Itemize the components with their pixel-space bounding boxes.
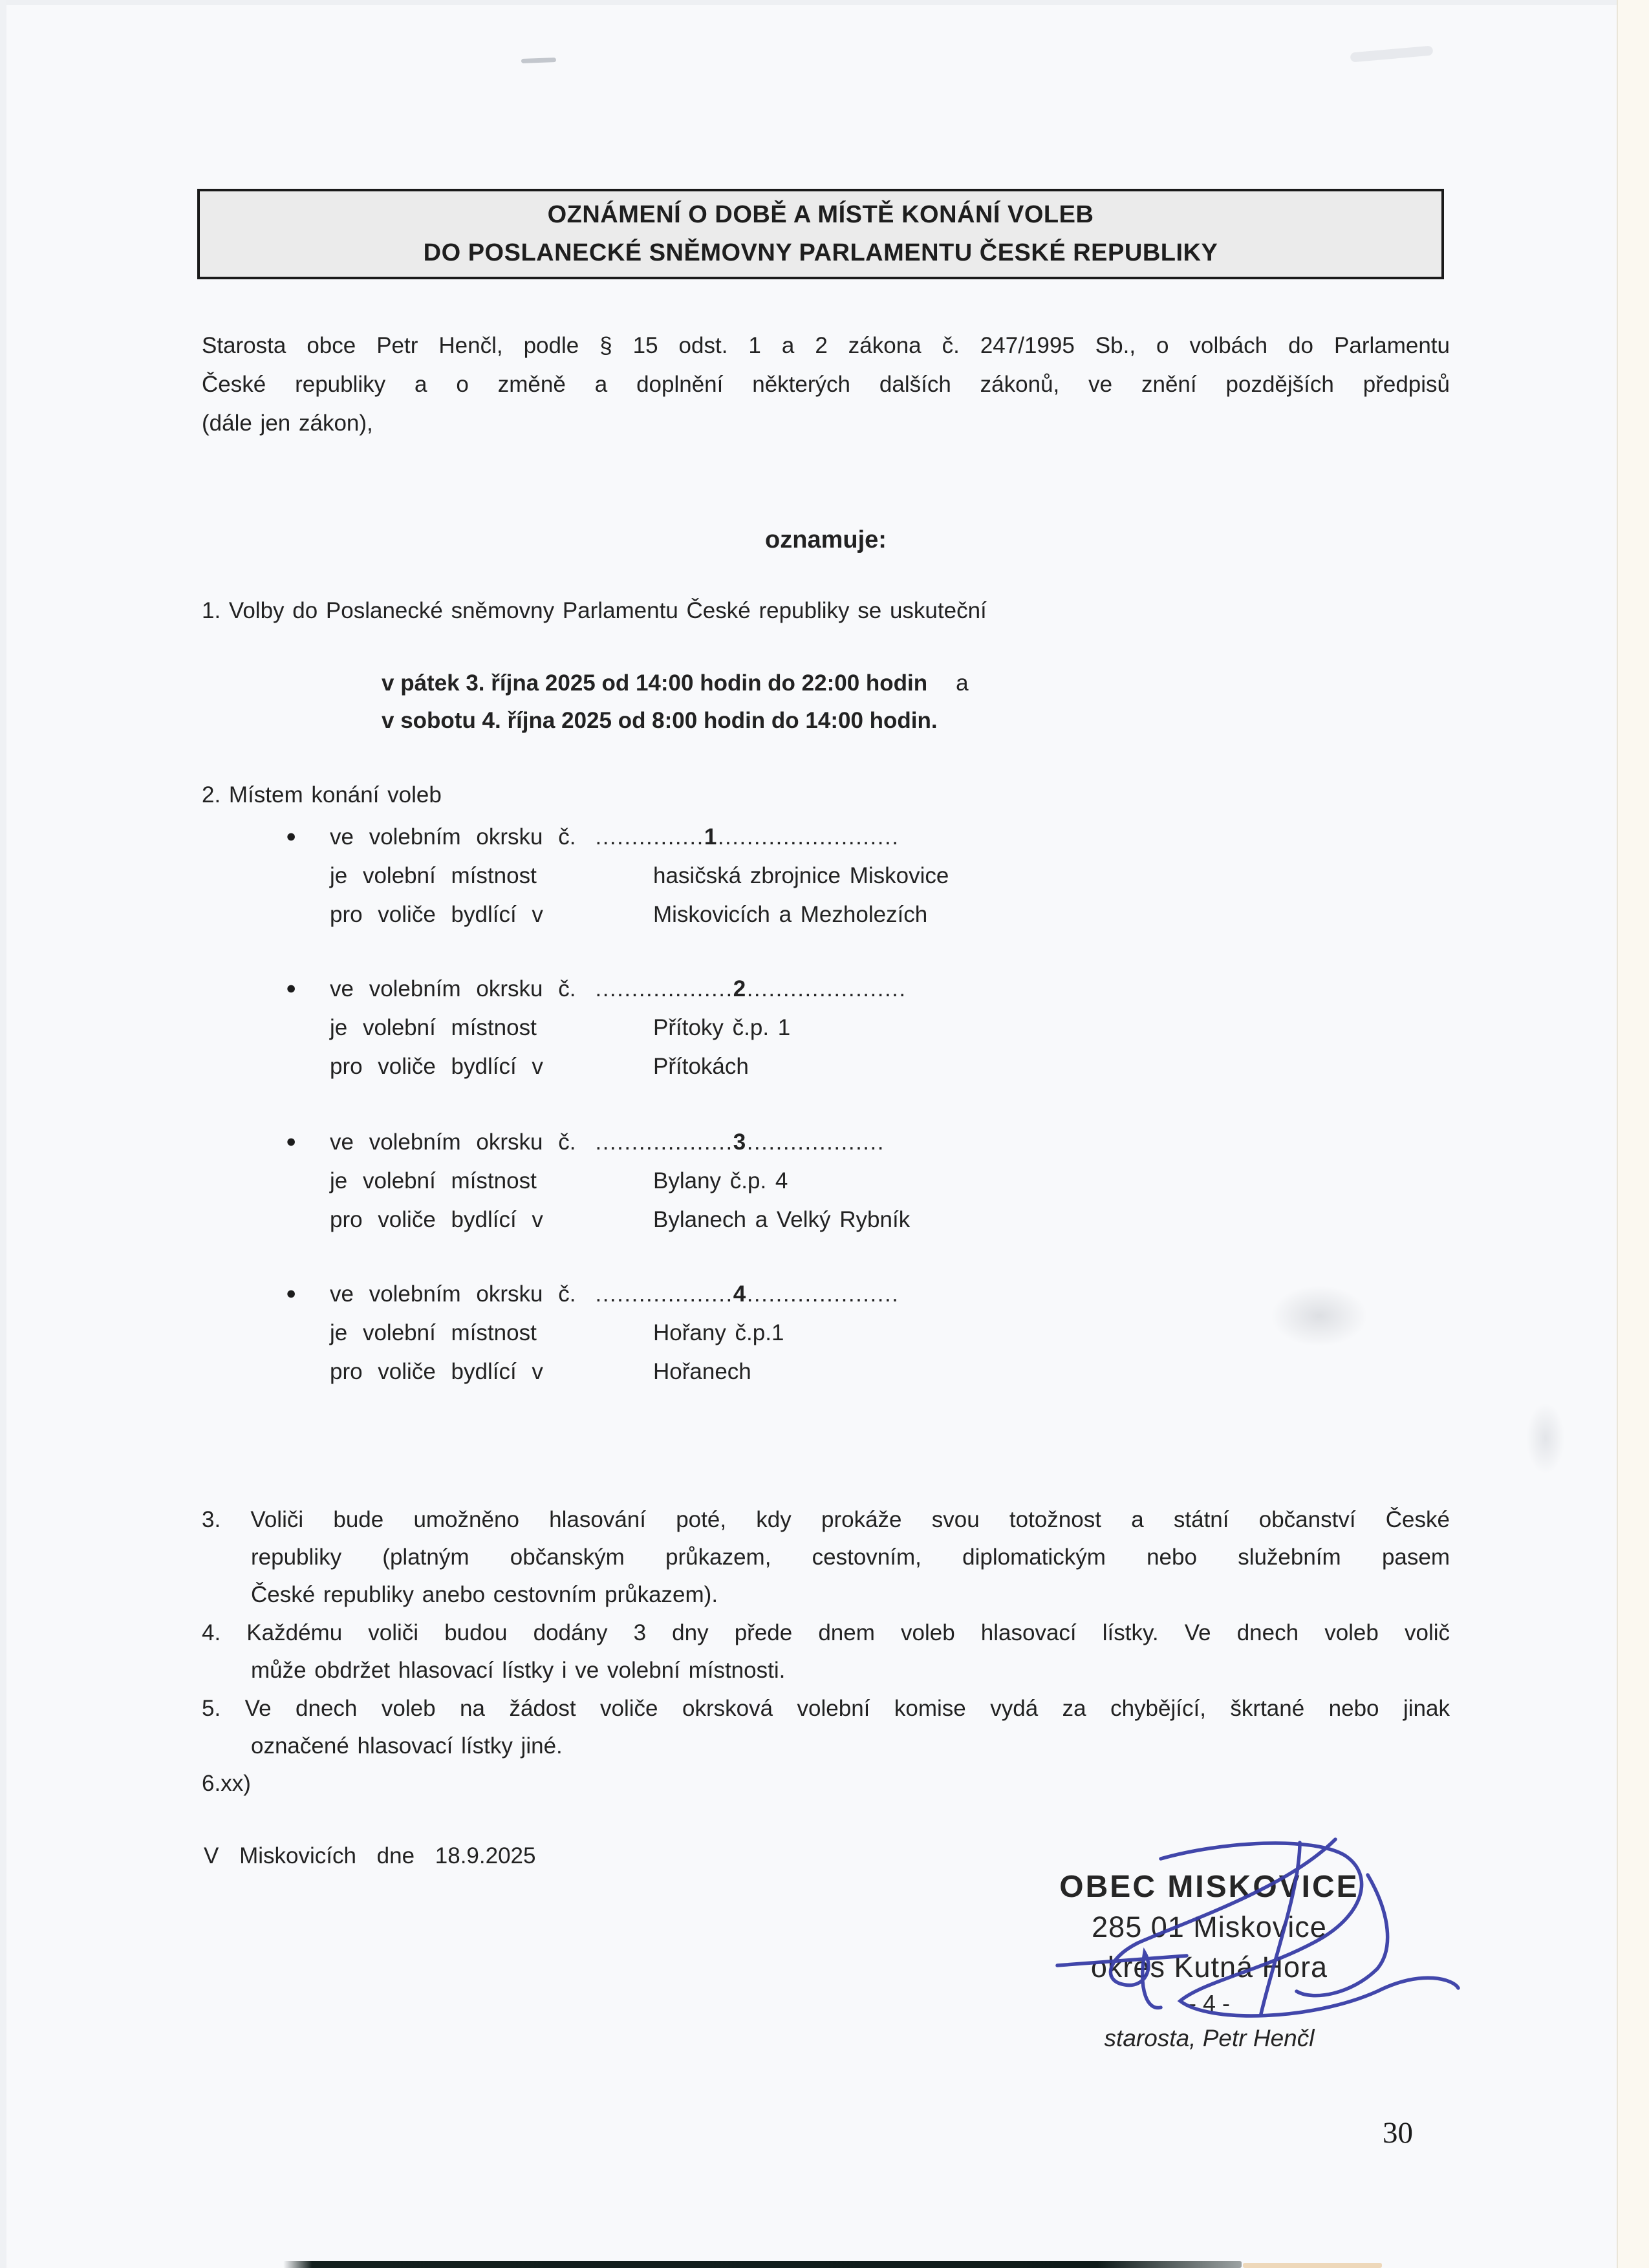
handwritten-signature	[1041, 1830, 1468, 2043]
voters-value: Hořanech	[653, 1359, 751, 1384]
voters-value: Miskovicích a Mezholezích	[653, 902, 928, 927]
voters-value: Bylanech a Velký Rybník	[653, 1207, 911, 1232]
district-voters-row	[330, 1201, 1455, 1239]
bullet-icon: ●	[286, 826, 297, 846]
voters-label: pro voliče bydlící v	[330, 902, 543, 927]
notice-title-line2: DO POSLANECKÉ SNĚMOVNY PARLAMENTU ČESKÉ REPUBLIKY	[423, 239, 1218, 266]
signature-scrawl-icon	[1041, 1830, 1468, 2043]
district-place-row	[330, 1009, 1455, 1047]
scan-bottom-artifact	[283, 2261, 1242, 2268]
dots-before: ...................	[595, 1129, 733, 1155]
bullet-icon: ●	[286, 1131, 297, 1151]
district-number-row	[330, 1275, 1455, 1314]
scan-smudge-dash	[521, 58, 556, 63]
district-label: ve volebním okrsku č.	[330, 976, 576, 1001]
stamp-number: - 4 -	[1188, 1990, 1230, 2017]
district-label: ve volebním okrsku č.	[330, 1129, 576, 1155]
scan-edge-left	[0, 0, 6, 2268]
place-value: Bylany č.p. 4	[653, 1168, 788, 1193]
place-value: Přítoky č.p. 1	[653, 1015, 791, 1040]
dotted-line	[595, 976, 906, 1001]
district-label: ve volebním okrsku č.	[330, 1281, 576, 1307]
item-line: 4. Každému voliči budou dodány 3 dny přede dnem voleb hlasovací lístky. Ve dnech voleb volič	[202, 1620, 1450, 1645]
bullet-icon: ●	[286, 978, 297, 998]
page-number: 30	[1383, 2116, 1413, 2150]
dots-before: ...................	[595, 1281, 733, 1307]
point-2: 2. Místem konání voleb	[202, 782, 442, 808]
district-number-row	[330, 818, 1455, 857]
intro-paragraph	[202, 326, 1450, 443]
item-line: republiky (platným občanským průkazem, cestovním, diplomatickým nebo služebním pasem	[251, 1545, 1450, 1570]
place-value: Hořany č.p.1	[653, 1320, 784, 1345]
scan-smudge-dash	[1350, 45, 1434, 62]
stamp-district: okres Kutná Hora	[1090, 1951, 1328, 1984]
place-label: je volební místnost	[330, 1168, 537, 1193]
voters-value: Přítokách	[653, 1054, 749, 1079]
signature-caption: starosta, Petr Henčl	[1104, 2025, 1315, 2051]
item-5	[202, 1690, 1450, 1765]
district-voters-row	[330, 1353, 1455, 1391]
dots-after: ...................	[746, 1129, 885, 1155]
district-number: 3	[733, 1129, 747, 1155]
polling-district-4	[286, 1275, 1455, 1391]
dots-after: ......................	[746, 976, 907, 1001]
polling-district-1	[286, 818, 1455, 934]
dots-after: .....................	[746, 1281, 900, 1307]
intro-line: (dále jen zákon),	[202, 411, 373, 436]
voters-label: pro voliče bydlící v	[330, 1359, 543, 1384]
notice-title-box	[197, 189, 1444, 279]
intro-line: České republiky a o změně a doplnění některých dalších zákonů, ve znění pozdějších předpisů	[202, 372, 1450, 397]
scan-bottom-artifact	[1243, 2263, 1382, 2268]
stamp-municipality: OBEC MISKOVICE	[1059, 1870, 1359, 1904]
dots-before: ...................	[595, 976, 733, 1001]
place-label: je volební místnost	[330, 1015, 537, 1040]
district-place-row	[330, 857, 1455, 895]
dotted-line	[595, 1281, 899, 1307]
polling-district-2	[286, 970, 1455, 1086]
announces-heading: oznamuje:	[765, 526, 887, 553]
date-bold-text: v pátek 3. října 2025 od 14:00 hodin do 22:00 hodin	[382, 670, 928, 696]
district-number-row	[330, 1123, 1455, 1162]
item-line: 3. Voliči bude umožněno hlasování poté, kdy prokáže svou totožnost a státní občanství České	[202, 1507, 1450, 1532]
district-number: 2	[733, 976, 747, 1001]
district-label: ve volebním okrsku č.	[330, 824, 576, 850]
item-3	[202, 1501, 1450, 1614]
district-number-row	[330, 970, 1455, 1009]
district-place-row	[330, 1314, 1455, 1353]
place-label: je volební místnost	[330, 1320, 537, 1345]
item-line: označené hlasovací lístky jiné.	[251, 1733, 563, 1759]
item-6	[202, 1765, 1450, 1803]
stamp-address: 285 01 Miskovice	[1092, 1910, 1327, 1943]
item-4	[202, 1614, 1450, 1689]
item-line: 6.xx)	[202, 1771, 251, 1796]
district-voters-row	[330, 895, 1455, 934]
voters-label: pro voliče bydlící v	[330, 1054, 543, 1079]
scan-edge-right	[1617, 0, 1649, 2268]
district-place-row	[330, 1162, 1455, 1201]
dotted-line	[595, 824, 899, 850]
election-dates	[382, 665, 969, 740]
item-line: České republiky anebo cestovním průkazem).	[251, 1582, 718, 1607]
dots-before: ...............	[595, 824, 704, 850]
dots-after: .........................	[717, 824, 900, 850]
date-suffix: a	[956, 670, 969, 696]
notice-title-line1: OZNÁMENÍ O DOBĚ A MÍSTĚ KONÁNÍ VOLEB	[547, 201, 1094, 229]
scan-smudge	[1526, 1403, 1565, 1474]
intro-line: Starosta obce Petr Henčl, podle § 15 odst. 1 a 2 zákona č. 247/1995 Sb., o volbách do Parlamentu	[202, 333, 1450, 358]
item-line: 5. Ve dnech voleb na žádost voliče okrsková volební komise vydá za chybějící, škrtané nebo jinak	[202, 1696, 1450, 1721]
place-value: hasičská zbrojnice Miskovice	[653, 863, 949, 888]
place-label: je volební místnost	[330, 863, 537, 888]
district-number: 1	[704, 824, 718, 850]
election-date-friday	[382, 665, 969, 702]
district-voters-row	[330, 1047, 1455, 1086]
district-number: 4	[733, 1281, 747, 1307]
item-line: může obdržet hlasovací lístky i ve volební místnosti.	[251, 1658, 786, 1683]
voters-label: pro voliče bydlící v	[330, 1207, 543, 1232]
polling-district-3	[286, 1123, 1455, 1239]
bullet-icon: ●	[286, 1283, 297, 1303]
scan-edge-top	[0, 0, 1649, 5]
dotted-line	[595, 1129, 885, 1155]
point-1: 1. Volby do Poslanecké sněmovny Parlamentu České republiky se uskuteční	[202, 598, 987, 623]
date-bold-text: v sobotu 4. října 2025 od 8:00 hodin do 14:00 hodin.	[382, 708, 938, 733]
place-date-line: V Miskovicích dne 18.9.2025	[204, 1843, 536, 1868]
election-date-saturday	[382, 702, 969, 740]
